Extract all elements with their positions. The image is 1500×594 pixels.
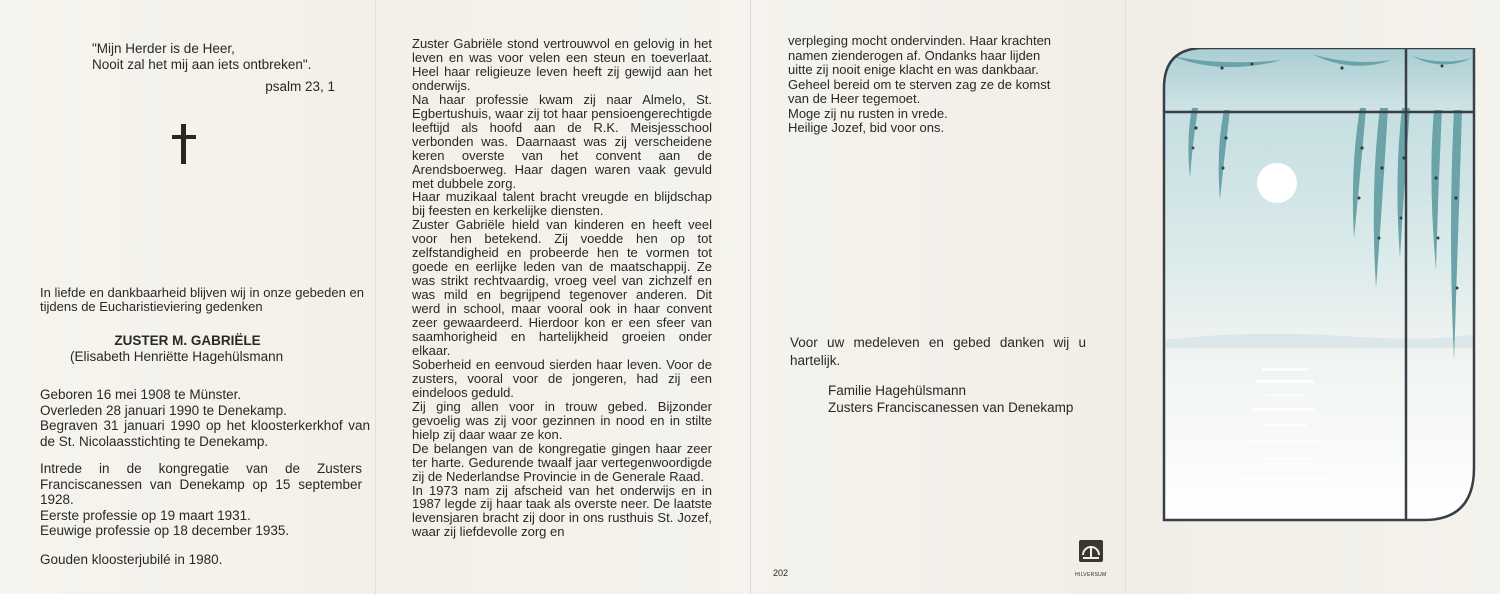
deceased-name: ZUSTER M. GABRIËLE	[114, 333, 261, 348]
entry-line: Intrede in de kongregatie van de Zusters Franciscanessen van Denekamp op 15 september 1928.	[40, 461, 362, 508]
printer-logo-icon	[1079, 540, 1103, 562]
family-name: Familie Hagehülsmann	[828, 383, 967, 398]
scripture-quote	[92, 41, 342, 73]
bio-paragraph: Soberheid en eenvoud sierden haar leven. Voor de zusters, vooral voor de jongeren, had zij een eindeloos geduld.	[412, 356, 712, 400]
born-line: Geboren 16 mei 1908 te Münster.	[40, 387, 242, 402]
first-profession-line: Eerste professie op 19 maart 1931.	[40, 507, 251, 523]
bio-paragraph: Zij ging allen voor in trouw gebed. Bijzonder gevoelig was zij voor gezinnen in nood en in stilte hielp zij daar waar ze kon.	[412, 398, 712, 442]
closing-line: Moge zij nu rusten in vrede.	[788, 105, 948, 121]
print-code: 202	[773, 568, 789, 578]
thanks-text: Voor uw medeleven en gebed danken wij u hartelijk.	[790, 335, 1086, 368]
bio-paragraph: In 1973 nam zij afscheid van het onderwijs en in 1987 legde zij haar taak als overste neer. De laatste levensjaren bracht zij door in ons rusthuis St. Jozef, waar zij liefdevolle zorg en	[412, 482, 712, 540]
panel-front	[0, 0, 375, 594]
died-line: Overleden 28 januari 1990 te Denekamp.	[40, 402, 287, 418]
window-moon-willow-illustration	[1162, 48, 1476, 523]
bio-paragraph: Na haar professie kwam zij naar Almelo, St. Egbertushuis, waar zij tot haar pensioengerechtigde leeftijd als hoofd aan de R.K. Meisjesschool verbonden was. Daarnaast was zij verscheidene keren overste van het convent aan de Arendsboerweg. Haar dagen waren vaak gevuld met dubbele zorg.	[412, 91, 712, 191]
bio-paragraph: Zuster Gabriële stond vertrouwvol en gelovig in het leven en was voor velen een steun en toeverlaat. Heel haar religieuze leven heeft zij gewijd aan het onderwijs.	[412, 36, 712, 93]
closing-line: verpleging mocht ondervinden. Haar krachten	[788, 33, 1052, 48]
latin-cross-icon	[172, 124, 196, 164]
bio-paragraph: Haar muzikaal talent bracht vreugde en blijdschap bij feesten en kerkelijke diensten.	[412, 189, 712, 219]
intro-text: In liefde en dankbaarheid blijven wij in onze gebeden en tijdens de Eucharistieviering gedenken	[40, 285, 364, 315]
printer-logo-text: HILVERSUM	[1075, 572, 1107, 578]
life-dates	[40, 387, 370, 449]
sisters-name: Zusters Franciscanessen van Denekamp	[828, 400, 1074, 415]
closing-line: namen zienderogen af. Ondanks haar lijden	[788, 47, 1041, 63]
bio-paragraph: De belangen van de kongregatie gingen haar zeer ter harte. Gedurende twaalf jaar vertegenwoordigde zij de Nederlandse Provincie in de Generale Raad.	[412, 440, 712, 484]
closing-line: Heilige Jozef, bid voor ons.	[788, 120, 945, 135]
religious-dates	[40, 461, 362, 539]
signatories	[828, 382, 1073, 416]
closing-line: uitte zij nooit enige klacht en was dankbaar.	[788, 62, 1039, 77]
closing-line: van de Heer tegemoet.	[788, 91, 921, 106]
eternal-profession-line: Eeuwige professie op 18 december 1935.	[40, 523, 290, 539]
buried-line: Begraven 31 januari 1990 op het kloosterkerkhof van de St. Nicolaasstichting te Denekamp.	[40, 418, 370, 449]
jubilee-line: Gouden kloosterjubilé in 1980.	[40, 552, 223, 567]
closing-line: Geheel bereid om te sterven zag ze de komst	[788, 76, 1051, 92]
quote-line-1: "Mijn Herder is de Heer,	[92, 41, 235, 56]
deceased-full-name: (Elisabeth Henriëtte Hagehülsmann	[70, 349, 284, 364]
biography-text	[412, 37, 712, 539]
quote-line-2: Nooit zal het mij aan iets ontbreken".	[92, 57, 312, 72]
psalm-reference: psalm 23, 1	[265, 79, 335, 94]
bio-paragraph: Zuster Gabriële hield van kinderen en heeft veel voor hen betekend. Zij voedde hen op tot zelfstandigheid en probeerde hen te vormen tot goede en eerlijke leden van de maatschappij. Ze was strikt rechtvaardig, vroeg veel van zichzelf en was mild en begrijpend tegenover anderen. Dit werd in school, maar vooral ook in haar convent zeer gewaardeerd. Hierdoor kon er een sfeer van saamhorigheid en hartelijkheid groeien onder elkaar.	[412, 217, 712, 358]
closing-text	[788, 34, 1082, 136]
